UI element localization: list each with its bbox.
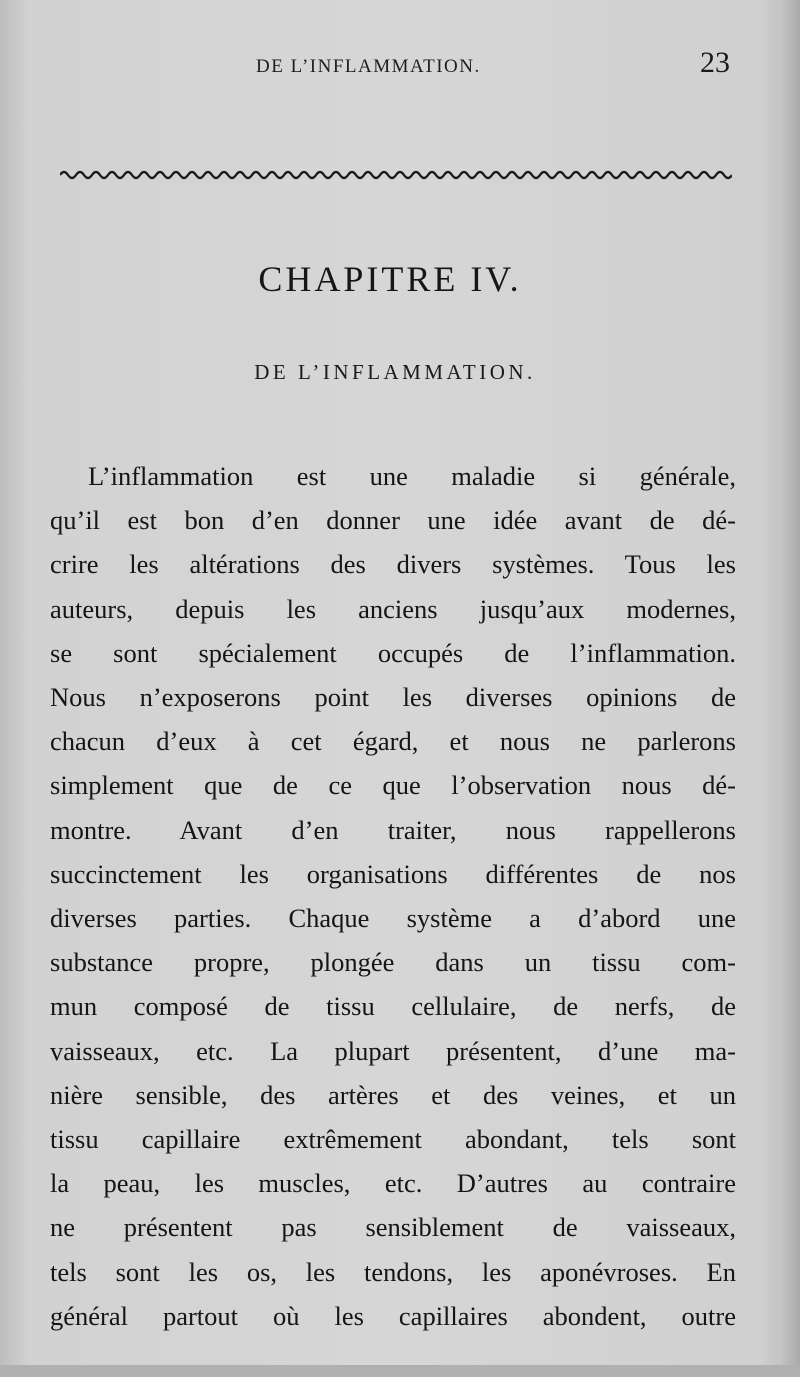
text-line: mun composé de tissu cellulaire, de nerfs, de <box>50 991 736 1022</box>
page-edge-shadow <box>778 0 800 1377</box>
text-line: nière sensible, des artères et des veines, et un <box>50 1079 736 1110</box>
text-line: substance propre, plongée dans un tissu com- <box>50 947 736 978</box>
running-head: DE L’INFLAMMATION. <box>256 56 481 77</box>
chapter-title: CHAPITRE IV. <box>258 259 522 299</box>
text-line: ne présentent pas sensiblement de vaisseaux, <box>50 1212 736 1243</box>
text-line: la peau, les muscles, etc. D’autres au contraire <box>50 1168 736 1199</box>
text-line: succinctement les organisations différentes de nos <box>50 858 736 889</box>
text-line: Nous n’exposerons point les diverses opinions de <box>50 682 736 713</box>
text-line: général partout où les capillaires abondent, outre <box>50 1300 736 1331</box>
text-line: tels sont les os, les tendons, les aponévroses. En <box>50 1256 736 1287</box>
text-line: crire les altérations des divers systèmes. Tous les <box>50 549 736 580</box>
text-line: diverses parties. Chaque système a d’abord une <box>50 903 736 934</box>
text-line: qu’il est bon d’en donner une idée avant de dé- <box>50 505 736 536</box>
text-line: chacun d’eux à cet égard, et nous ne parlerons <box>50 726 736 757</box>
page-bottom-edge <box>0 1365 800 1377</box>
text-line: se sont spécialement occupés de l’inflammation. <box>50 637 736 668</box>
text-line: tissu capillaire extrêmement abondant, tels sont <box>50 1124 736 1155</box>
page-number: 23 <box>700 46 730 79</box>
text-line: auteurs, depuis les anciens jusqu’aux modernes, <box>50 593 736 624</box>
ornament-rule <box>60 168 732 182</box>
text-line: vaisseaux, etc. La plupart présentent, d’une ma- <box>50 1035 736 1066</box>
section-title: DE L’INFLAMMATION. <box>254 360 536 384</box>
body-text <box>50 454 736 1338</box>
text-line: montre. Avant d’en traiter, nous rappellerons <box>50 814 736 845</box>
text-line: L’inflammation est une maladie si générale, <box>88 461 736 491</box>
text-line: simplement que de ce que l’observation nous dé- <box>50 770 736 801</box>
